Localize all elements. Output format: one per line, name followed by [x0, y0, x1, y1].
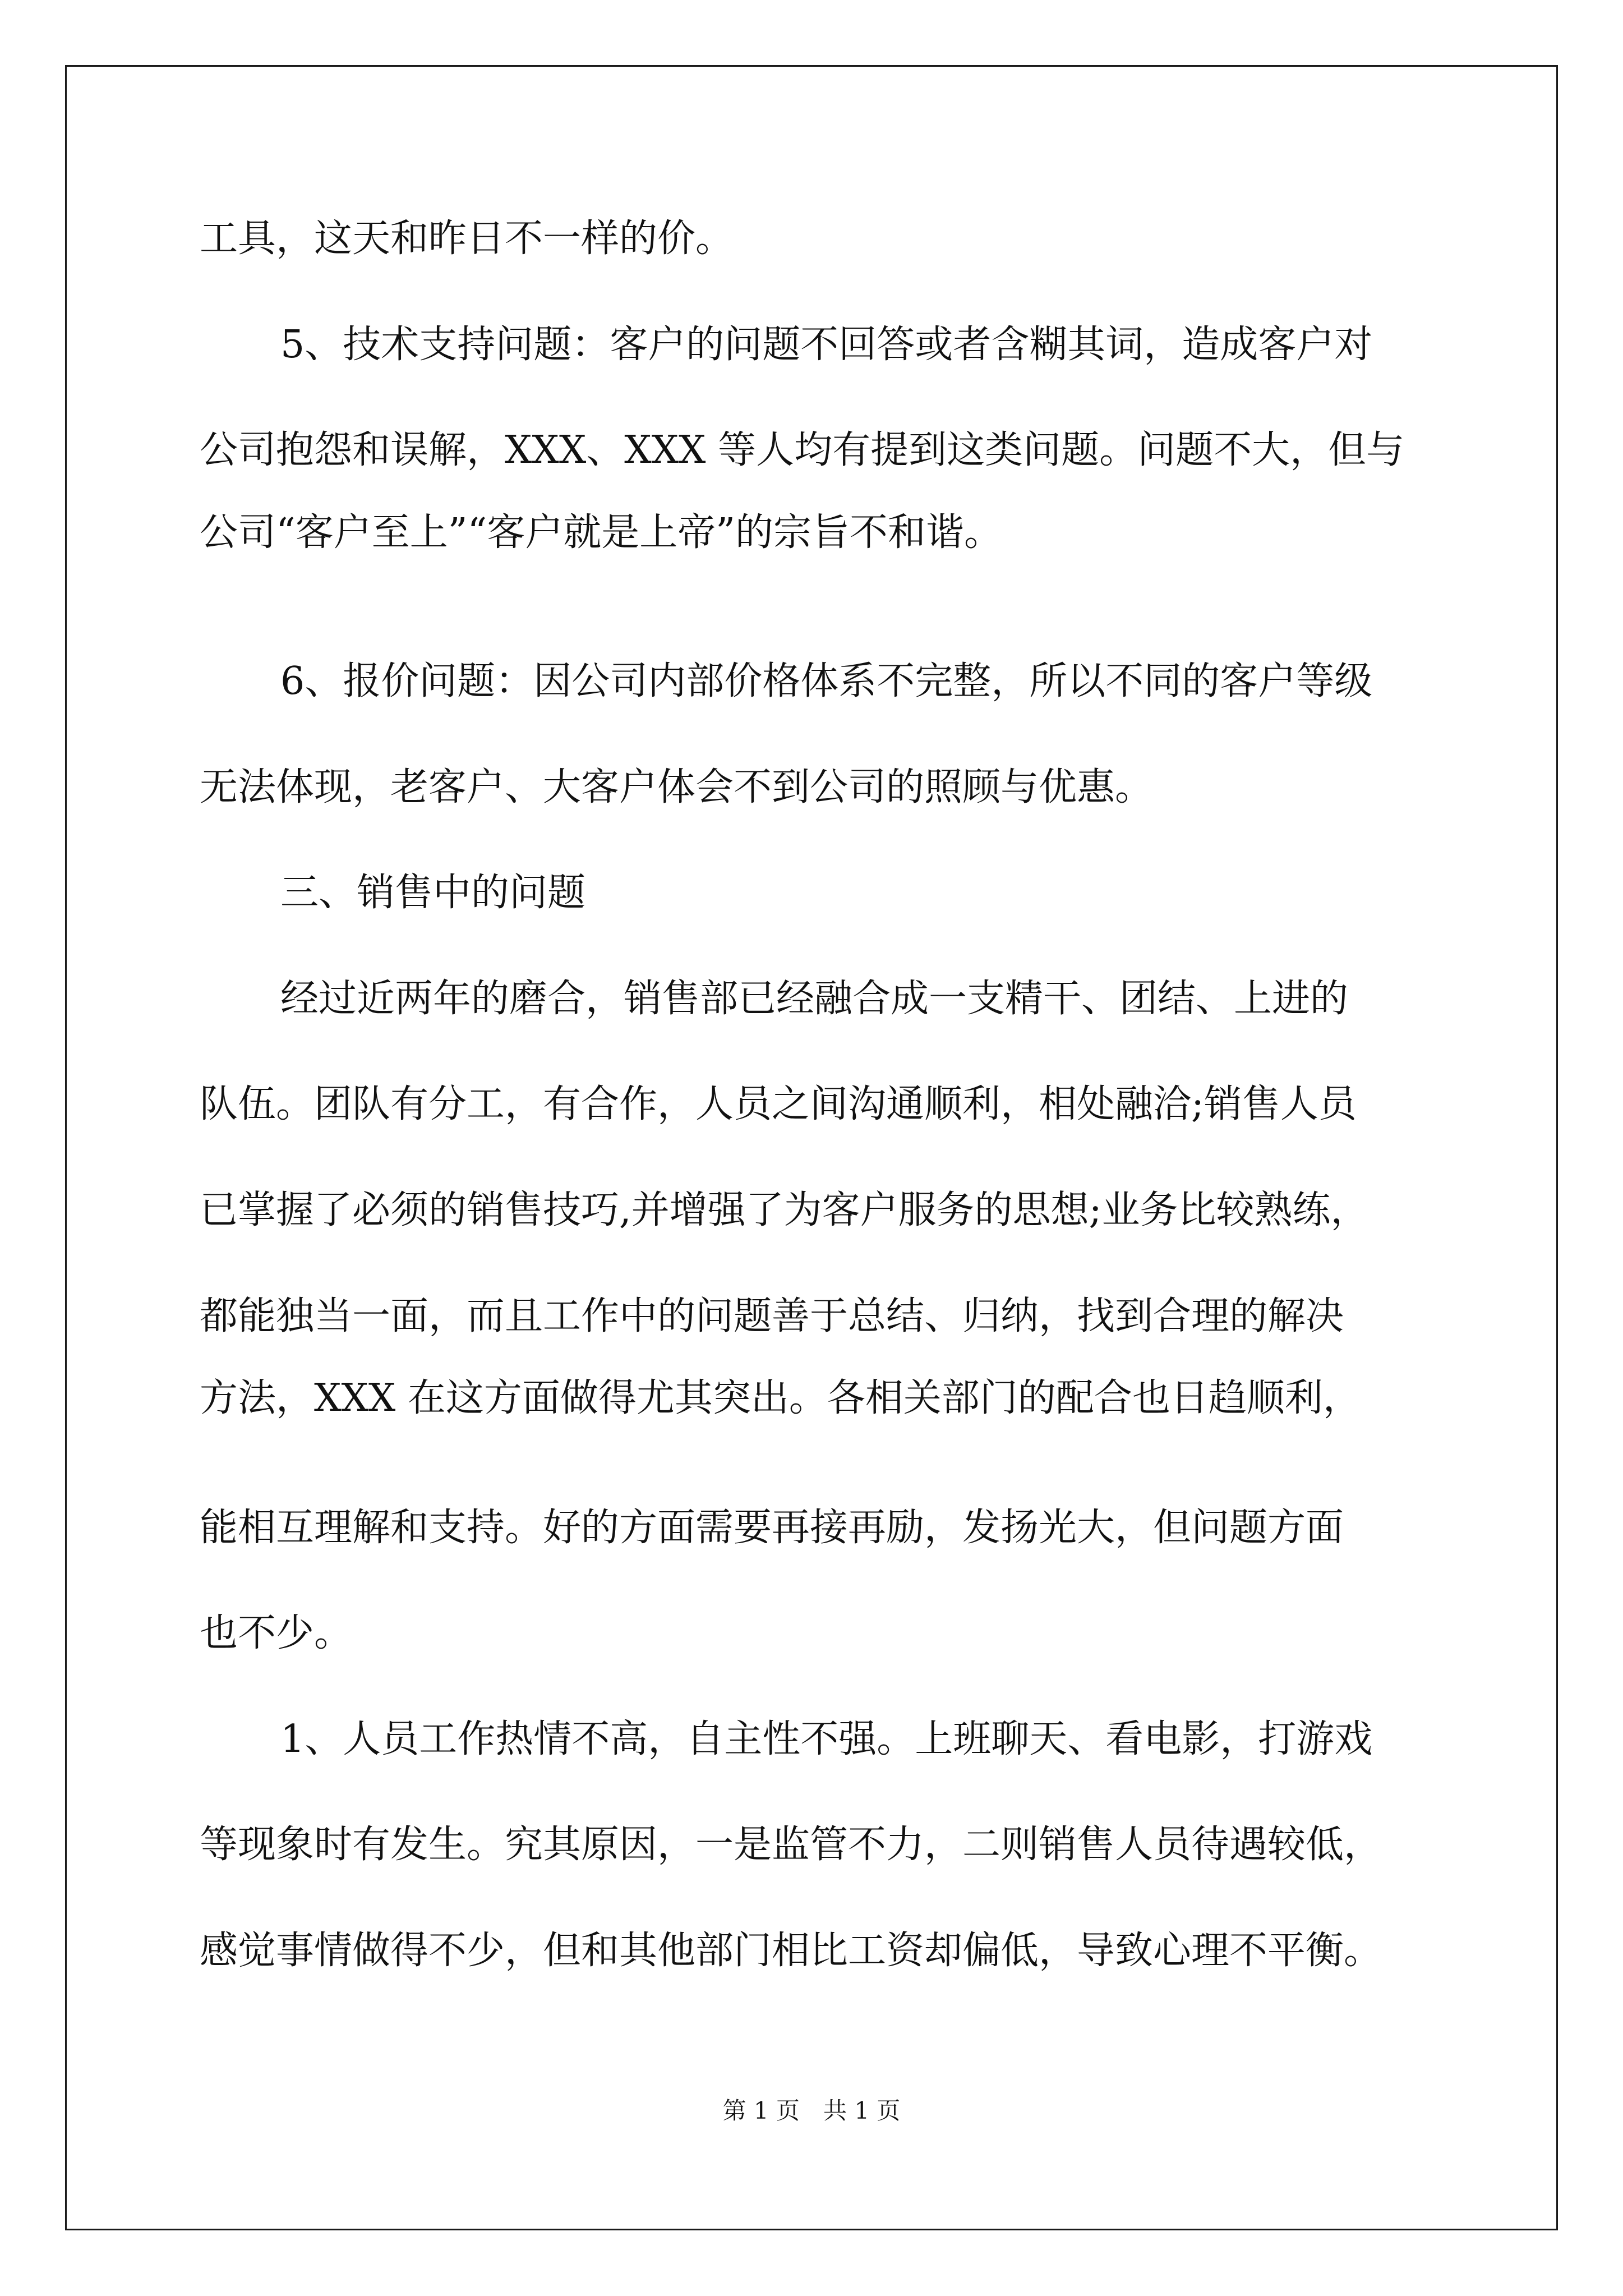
text-line: 6、报价问题：因公司内部价格体系不完整，所以不同的客户等级: [280, 659, 1373, 703]
section-heading: 三、销售中的问题: [280, 871, 586, 915]
text-line: 都能独当一面，而且工作中的问题善于总结、归纳，找到合理的解决: [200, 1294, 1344, 1338]
text-line: 公司抱怨和误解，XXX、XXX 等人均有提到这类问题。问题不大，但与: [200, 428, 1405, 472]
text-line: 无法体现，老客户、大客户体会不到公司的照顾与优惠。: [200, 765, 1154, 809]
text-line: 公司“客户至上”“客户就是上帝”的宗旨不和谐。: [200, 510, 1003, 555]
text-line: 感觉事情做得不少，但和其他部门相比工资却偏低，导致心理不平衡。: [200, 1929, 1382, 1973]
text-line: 方法，XXX 在这方面做得尤其突出。各相关部门的配合也日趋顺利，: [200, 1376, 1361, 1420]
text-line: 也不少。: [200, 1611, 353, 1655]
text-line: 队伍。团队有分工，有合作，人员之间沟通顺利，相处融洽;销售人员: [200, 1082, 1357, 1126]
text-line: 工具，这天和昨日不一样的价。: [200, 217, 734, 261]
text-line: 已掌握了必须的销售技巧,并增强了为客户服务的思想;业务比较熟练，: [200, 1188, 1369, 1232]
page-border: [65, 65, 1558, 2230]
text-line: 1、人员工作热情不高，自主性不强。上班聊天、看电影，打游戏: [280, 1717, 1373, 1761]
text-line: 5、技术支持问题：客户的问题不回答或者含糊其词，造成客户对: [280, 323, 1373, 367]
page-number: 第 1 页 共 1 页: [722, 2097, 901, 2124]
text-line: 经过近两年的磨合，销售部已经融合成一支精干、团结、上进的: [280, 977, 1349, 1021]
text-line: 等现象时有发生。究其原因，一是监管不力，二则销售人员待遇较低，: [200, 1823, 1382, 1867]
text-line: 能相互理解和支持。好的方面需要再接再励，发扬光大，但问题方面: [200, 1506, 1344, 1550]
